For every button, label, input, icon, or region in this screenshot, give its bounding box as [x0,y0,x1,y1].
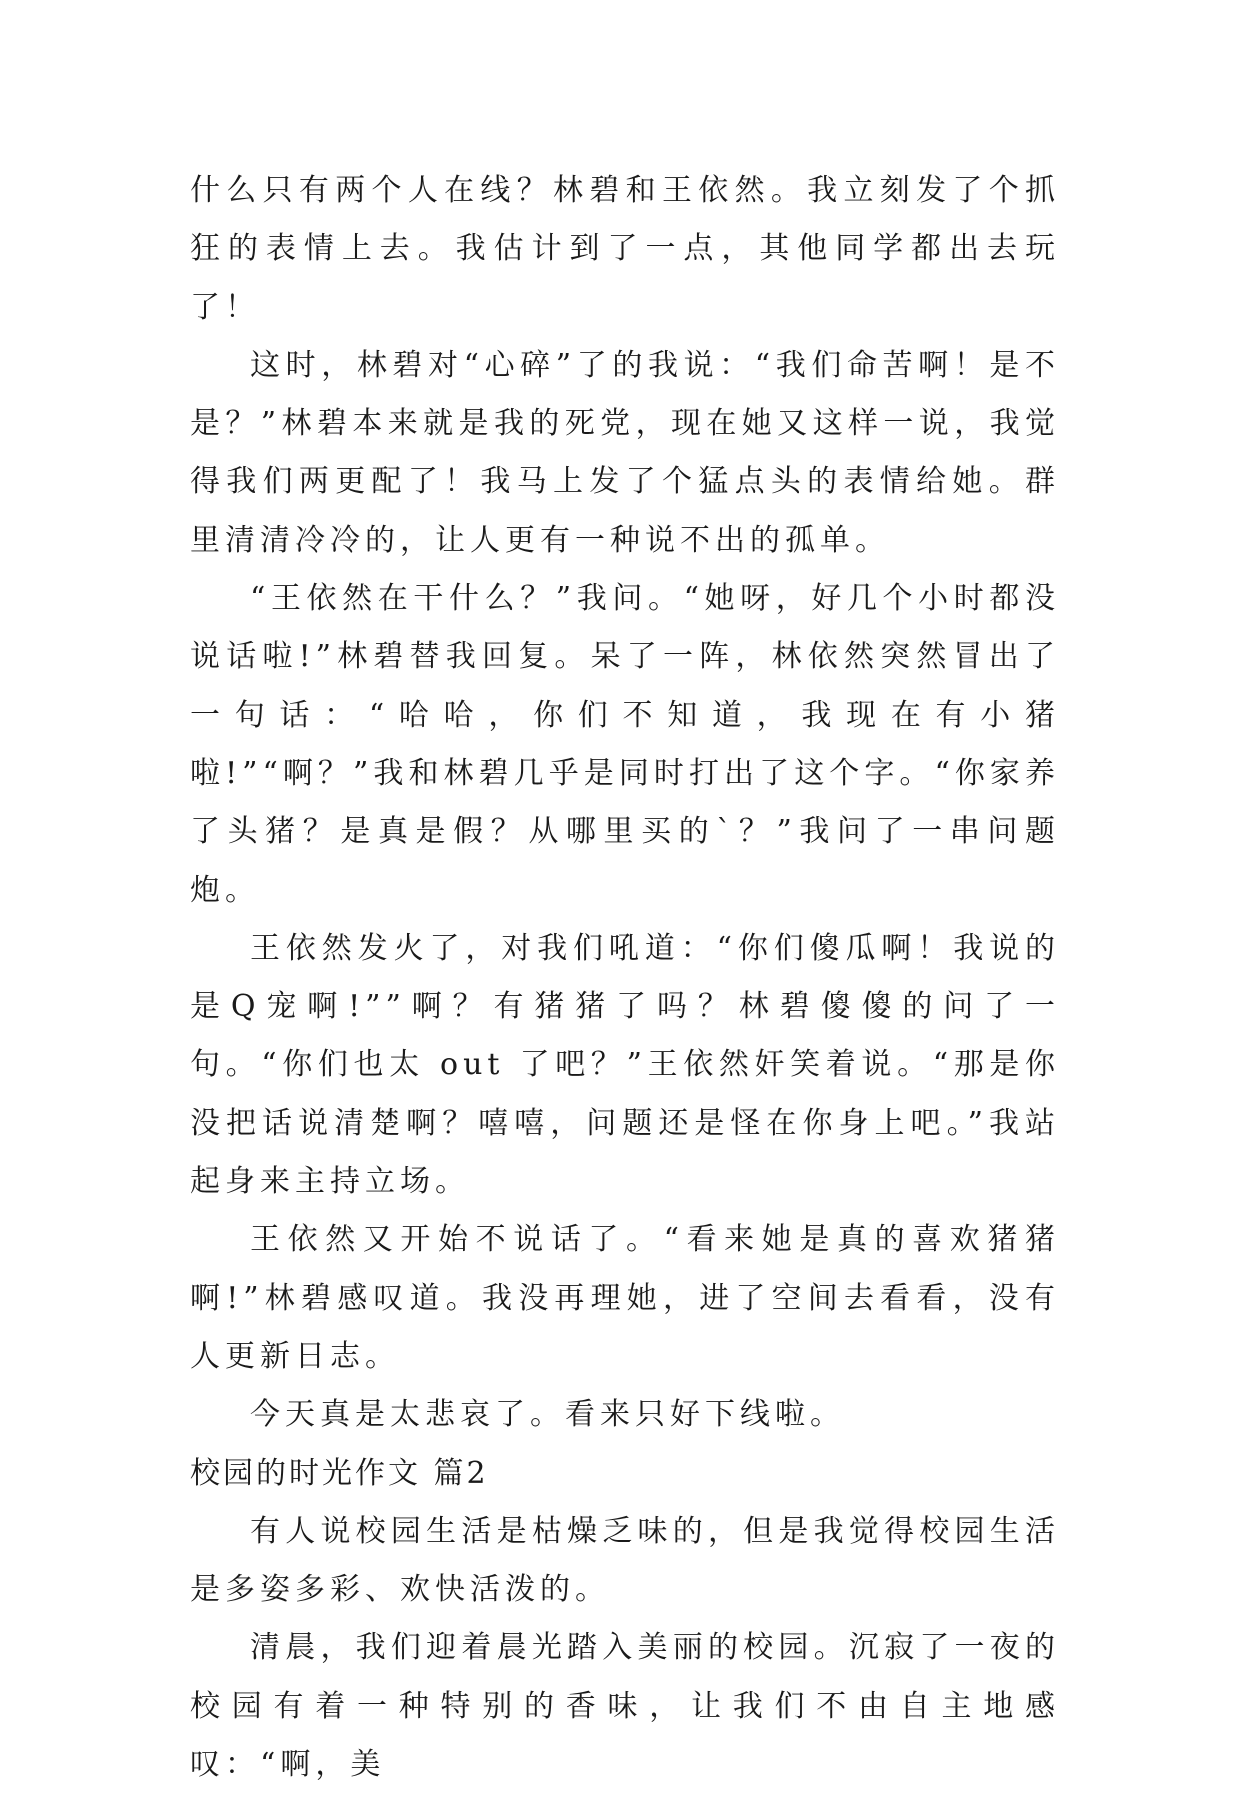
paragraph-1: 什么只有两个人在线？林碧和王依然。我立刻发了个抓狂的表情上去。我估计到了一点，其他同学都出去玩了！ [190,173,1060,325]
paragraph-6: 今天真是太悲哀了。看来只好下线啦。 [250,1397,845,1433]
section-heading: 校园的时光作文 篇2 [190,1455,489,1491]
paragraph-8: 清晨，我们迎着晨光踏入美丽的校园。沉寂了一夜的校园有着一种特别的香味，让我们不由自主地感叹：“啊，美 [190,1630,1060,1783]
paragraph-3: “王依然在干什么？”我问。“她呀，好几个小时都没说话啦!”林碧替我回复。呆了一阵，林依然突然冒出了一句话：“哈哈，你们不知道，我现在有小猪啦!”“啊？”我和林碧几乎是同时打出了这个字。“你家养了头猪？是真是假？从哪里买的`？”我问了一串问题炮。 [190,581,1060,908]
paragraph-2: 这时，林碧对“心碎”了的我说：“我们命苦啊！是不是？”林碧本来就是我的死党，现在她又这样一说，我觉得我们两更配了！我马上发了个猛点头的表情给她。群里清清冷冷的，让人更有一种说不出的孤单。 [190,347,1060,558]
paragraph-5: 王依然又开始不说话了。“看来她是真的喜欢猪猪啊!”林碧感叹道。我没再理她，进了空间去看看，没有人更新日志。 [190,1222,1060,1374]
article-body [190,162,1060,1794]
paragraph-7: 有人说校园生活是枯燥乏味的，但是我觉得校园生活是多姿多彩、欢快活泼的。 [190,1513,1060,1608]
paragraph-4: 王依然发火了，对我们吼道：“你们傻瓜啊！我说的是Q宠啊!””啊？有猪猪了吗？林碧傻傻的问了一句。“你们也太 out 了吧？”王依然奸笑着说。“那是你没把话说清楚啊？嘻嘻，问题还是怪在你身上吧。”我站起身来主持立场。 [190,930,1060,1200]
